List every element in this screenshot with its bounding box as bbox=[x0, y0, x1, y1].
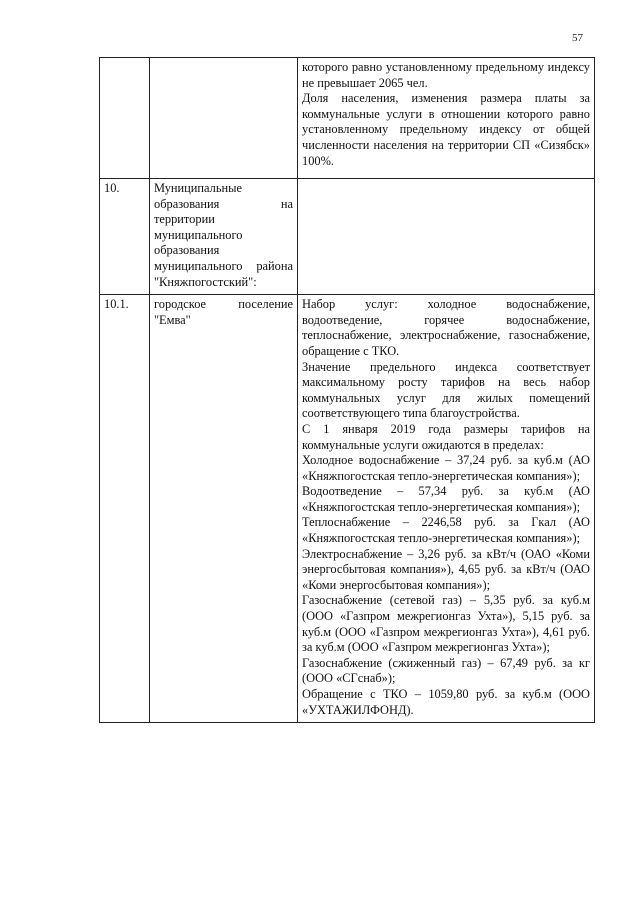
description-cell bbox=[298, 295, 595, 723]
description-paragraph: Обращение с ТКО – 1059,80 руб. за куб.м (ООО «УХТАЖИЛФОНД). bbox=[302, 687, 590, 717]
description-paragraph: Газоснабжение (сжиженный газ) – 67,49 руб. за кг (ООО «СГснаб»); bbox=[302, 655, 590, 686]
description-paragraph: С 1 января 2019 года размеры тарифов на коммунальные услуги ожидаются в пределах: bbox=[302, 421, 590, 452]
municipality-cell: Муниципальные образования на территории муниципального образования муниципального района "Княжпогостский": bbox=[150, 179, 298, 295]
description-paragraph: Газоснабжение (сетевой газ) – 5,35 руб. за куб.м (ООО «Газпром межрегионгаз Ухта»), 5,15 руб. за куб.м (ООО «Газпром межрегионгаз Ухта»), 4,61 руб. за куб.м (ООО «Газпром межрегионгаз Ухта»); bbox=[302, 593, 590, 655]
description-paragraph: Холодное водоснабжение – 37,24 руб. за куб.м (АО «Княжпогостская тепло-энергетическая компания»); bbox=[302, 453, 590, 483]
description-paragraph: которого равно установленному предельному индексу не превышает 2065 чел. bbox=[302, 60, 590, 90]
row-number-cell bbox=[100, 58, 150, 179]
table-row bbox=[100, 179, 595, 295]
description-paragraph: Набор услуг: холодное водоснабжение, водоотведение, горячее водоснабжение, теплоснабжение, электроснабжение, газоснабжение, обращение с ТКО. bbox=[302, 297, 590, 358]
description-paragraph: Водоотведение – 57,34 руб. за куб.м (АО «Княжпогостская тепло-энергетическая компания»); bbox=[302, 484, 590, 514]
municipality-cell bbox=[150, 58, 298, 179]
description-cell bbox=[298, 58, 595, 179]
description-paragraph: Теплоснабжение – 2246,58 руб. за Гкал (АО «Княжпогостская тепло-энергетическая компания»); bbox=[302, 515, 590, 546]
tariff-table bbox=[99, 57, 595, 723]
table-row bbox=[100, 295, 595, 723]
row-number-cell: 10.1. bbox=[100, 295, 150, 723]
row-number-cell: 10. bbox=[100, 179, 150, 295]
page-number: 57 bbox=[572, 32, 583, 44]
description-paragraph: Доля населения, изменения размера платы за коммунальные услуги в отношении которого равно установленному предельному индексу от общей численности населения на территории СП «Сизябск» 100%. bbox=[302, 91, 590, 168]
description-paragraph: Значение предельного индекса соответствует максимальному росту тарифов на весь набор коммунальных услуг для жилых помещений соответствующего типа благоустройства. bbox=[302, 359, 590, 421]
municipality-cell: городское поселение "Емва" bbox=[150, 295, 298, 723]
table-row bbox=[100, 58, 595, 179]
description-paragraph: Электроснабжение – 3,26 руб. за кВт/ч (ОАО «Коми энергосбытовая компания»), 4,65 руб. за кВт/ч (ОАО «Коми энергосбытовая компания»); bbox=[302, 546, 590, 592]
description-cell bbox=[298, 179, 595, 295]
